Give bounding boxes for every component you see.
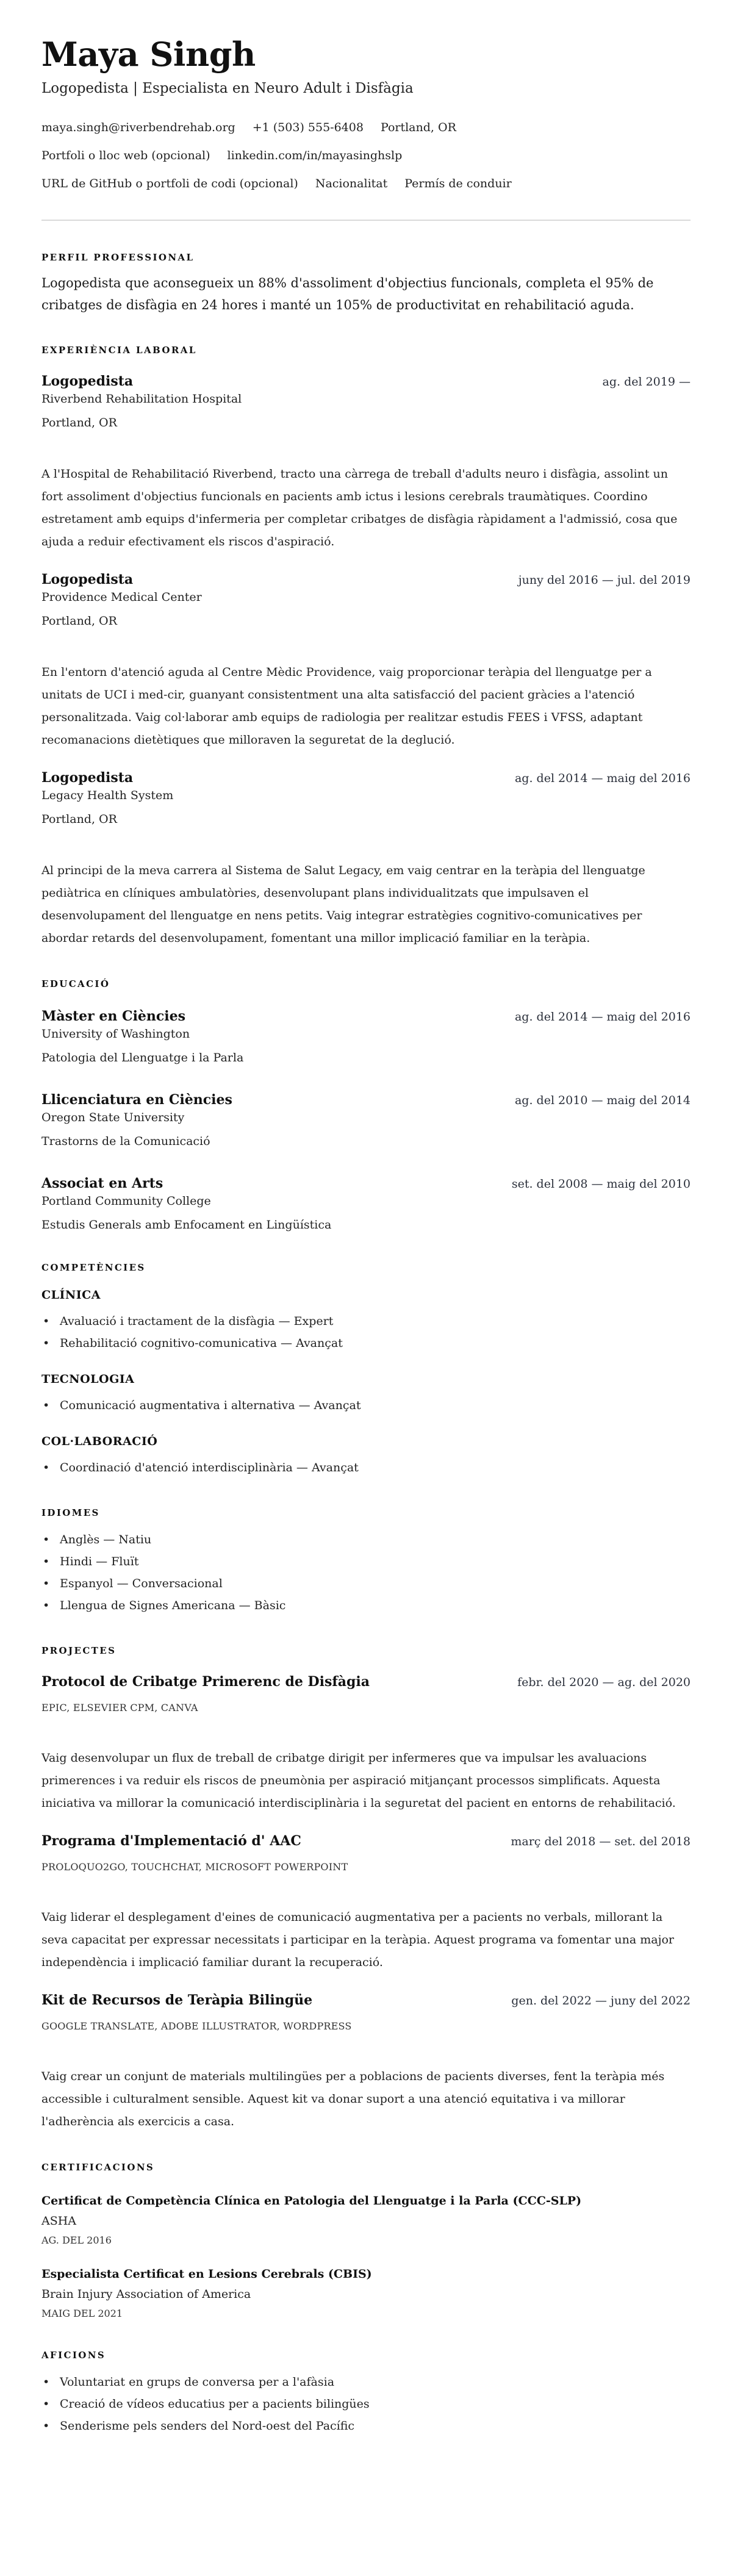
language-list: [41, 1529, 691, 1616]
project-name: Kit de Recursos de Teràpia Bilingüe: [41, 1992, 313, 2008]
skill-item: • Rehabilitació cognitivo-comunicativa — Avançat: [41, 1332, 691, 1354]
skill-item: • Comunicació augmentativa i alternativa — Avançat: [41, 1394, 691, 1416]
certification-name: Certificat de Competència Clínica en Patologia del Llenguatge i la Parla (CCC-SLP): [41, 2194, 582, 2208]
section-title-skills: COMPETÈNCIES: [41, 1262, 146, 1273]
job-title: Logopedista: [41, 572, 134, 587]
section-skills: [41, 1261, 691, 1479]
experience-item: [41, 570, 691, 752]
certification-issuer: ASHA: [41, 2214, 77, 2228]
contact-driving-license: Permís de conduir: [404, 177, 512, 190]
project-tech: PROLOQUO2GO, TOUCHCHAT, MICROSOFT POWERPOINT: [41, 1861, 348, 1873]
education-item: [41, 1007, 691, 1066]
project-name: Protocol de Cribatge Primerenc de Disfàgia: [41, 1674, 370, 1690]
project-item: [41, 1673, 691, 1815]
skill-group-title: COL·LABORACIÓ: [41, 1435, 158, 1448]
job-employer: Providence Medical Center: [41, 590, 202, 604]
degree-dates: ag. del 2010 — maig del 2014: [514, 1094, 691, 1107]
hobby-list: [41, 2371, 691, 2437]
skill-list: [41, 1310, 691, 1354]
skill-group-technology: [41, 1371, 691, 1416]
project-tech: EPIC, ELSEVIER CPM, CANVA: [41, 1702, 198, 1713]
language-item: • Hindi — Fluït: [41, 1551, 691, 1573]
project-item: [41, 1991, 691, 2133]
contact-linkedin[interactable]: linkedin.com/in/mayasinghslp: [227, 149, 403, 162]
section-title-projects: PROJECTES: [41, 1645, 117, 1656]
study-field: Estudis Generals amb Enfocament en Lingüística: [41, 1218, 332, 1232]
section-title-experience: EXPERIÈNCIA LABORAL: [41, 345, 197, 356]
job-dates: ag. del 2019 —: [602, 375, 691, 389]
project-description: Vaig liderar el desplegament d'eines de comunicació augmentativa per a pacients no verbals, millorant la seva capacitat per expressar necessitats i participar en la teràpia. Aquest programa va fomentar una major independència i implicació familiar durant la recuperació.: [41, 1910, 674, 1969]
job-location: Portland, OR: [41, 813, 117, 826]
job-title: Logopedista: [41, 770, 134, 786]
project-item: [41, 1832, 691, 1974]
language-item: • Llengua de Signes Americana — Bàsic: [41, 1595, 691, 1616]
skill-group-collaboration: [41, 1433, 691, 1479]
section-title-certifications: CERTIFICACIONS: [41, 2162, 155, 2173]
section-title-summary: PERFIL PROFESSIONAL: [41, 252, 195, 263]
study-field: Patologia del Llenguatge i la Parla: [41, 1051, 244, 1064]
project-tech: GOOGLE TRANSLATE, ADOBE ILLUSTRATOR, WORDPRESS: [41, 2020, 352, 2032]
certification-date: AG. DEL 2016: [41, 2234, 112, 2246]
contact-row-1: [41, 120, 691, 135]
certification-date: MAIG DEL 2021: [41, 2308, 123, 2319]
project-dates: gen. del 2022 — juny del 2022: [511, 1994, 691, 2007]
experience-item: [41, 769, 691, 950]
project-name: Programa d'Implementació d' AAC: [41, 1833, 301, 1849]
job-description: Al principi de la meva carrera al Sistema de Salut Legacy, em vaig centrar en la teràpia del llenguatge pediàtrica en clíniques ambulatòries, desenvolupant plans individualitzats que impulsaven el desenvolupament del llenguatge en nens petits. Vaig integrar estratègies cognitivo-comunicatives per abordar retards del desenvolupament, fomentant una millor implicació familiar en la teràpia.: [41, 864, 645, 945]
school-name: Oregon State University: [41, 1111, 185, 1124]
section-title-languages: IDIOMES: [41, 1507, 100, 1518]
job-location: Portland, OR: [41, 416, 117, 429]
skill-group-clinical: [41, 1287, 691, 1354]
degree-title: Llicenciatura en Ciències: [41, 1092, 232, 1108]
contact-location: Portland, OR: [380, 121, 456, 134]
candidate-name: Maya Singh: [41, 35, 256, 74]
study-field: Trastorns de la Comunicació: [41, 1135, 210, 1148]
project-description: Vaig desenvolupar un flux de treball de cribatge dirigit per infermeres que va impulsar les avaluacions primerences i va reduir els riscos de pneumònia per aspiració mitjançant processos simplificats. Aquesta iniciativa va millorar la comunicació interdisciplinària i la seguretat del pacient en entorns de rehabilitació.: [41, 1751, 676, 1810]
project-description: Vaig crear un conjunt de materials multilingües per a poblacions de pacients diverses, fent la teràpia més accessible i culturalment sensible. Aquest kit va donar suport a una atenció equitativa i va millorar l'adherència als exercicis a casa.: [41, 2070, 665, 2128]
job-description: A l'Hospital de Rehabilitació Riverbend, tracto una càrrega de treball d'adults neuro i disfàgia, assolint un fort assoliment d'objectius funcionals en pacients amb ictus i lesions cerebrals traumàtiques. Coordino estretament amb equips d'infermeria per completar cribatges de disfàgia ràpidament a l'admissió, cosa que ajuda a reduir efectivament els riscos d'aspiració.: [41, 467, 678, 548]
candidate-headline: Logopedista | Especialista en Neuro Adult i Disfàgia: [41, 81, 414, 96]
certification-name: Especialista Certificat en Lesions Cerebrals (CBIS): [41, 2267, 372, 2281]
job-employer: Riverbend Rehabilitation Hospital: [41, 392, 242, 406]
summary-text: Logopedista que aconsegueix un 88% d'assoliment d'objectius funcionals, completa el 95% de cribatges de disfàgia en 24 hores i manté un 105% de productivitat en rehabilitació aguda.: [41, 276, 654, 312]
hobby-item: • Senderisme pels senders del Nord-oest del Pacífic: [41, 2415, 691, 2437]
job-location: Portland, OR: [41, 614, 117, 628]
degree-title: Màster en Ciències: [41, 1008, 186, 1024]
contact-phone[interactable]: +1 (503) 555-6408: [252, 121, 364, 134]
job-employer: Legacy Health System: [41, 789, 174, 802]
project-dates: febr. del 2020 — ag. del 2020: [517, 1676, 691, 1689]
contact-email[interactable]: maya.singh@riverbendrehab.org: [41, 121, 235, 134]
experience-item: [41, 372, 691, 553]
resume-header: [41, 34, 691, 221]
job-dates: juny del 2016 — jul. del 2019: [518, 573, 691, 587]
school-name: Portland Community College: [41, 1194, 211, 1208]
contact-row-2: [41, 148, 691, 163]
certification-issuer: Brain Injury Association of America: [41, 2287, 251, 2301]
section-title-education: EDUCACIÓ: [41, 978, 110, 989]
job-dates: ag. del 2014 — maig del 2016: [514, 772, 691, 785]
section-summary: [41, 251, 691, 316]
contact-nationality: Nacionalitat: [315, 177, 388, 190]
hobby-item: • Voluntariat en grups de conversa per a l'afàsia: [41, 2371, 691, 2393]
section-projects: [41, 1645, 691, 2133]
skill-group-title: TECNOLOGIA: [41, 1372, 135, 1386]
degree-dates: ag. del 2014 — maig del 2016: [514, 1010, 691, 1024]
job-title: Logopedista: [41, 373, 134, 389]
section-certifications: [41, 2161, 691, 2321]
section-experience: [41, 344, 691, 950]
language-item: • Espanyol — Conversacional: [41, 1573, 691, 1595]
skill-list: [41, 1394, 691, 1416]
language-item: • Anglès — Natiu: [41, 1529, 691, 1551]
skill-item: • Coordinació d'atenció interdisciplinària — Avançat: [41, 1457, 691, 1479]
section-title-hobbies: AFICIONS: [41, 2350, 106, 2361]
certification-item: [41, 2192, 691, 2248]
job-description: En l'entorn d'atenció aguda al Centre Mèdic Providence, vaig proporcionar teràpia del llenguatge per a unitats de UCI i med-cir, guanyant consistentment una alta satisfacció del pacient gràcies a l'atenció personalitzada. Vaig col·laborar amb equips de radiologia per realitzar estudis FEES i VFSS, adaptant recomanacions dietètiques que milloraven la seguretat de la deglució.: [41, 666, 652, 747]
education-item: [41, 1091, 691, 1150]
skill-list: [41, 1457, 691, 1479]
hobby-item: • Creació de vídeos educatius per a pacients bilingües: [41, 2393, 691, 2415]
contact-github[interactable]: URL de GitHub o portfoli de codi (opcional): [41, 177, 298, 190]
section-hobbies: [41, 2349, 691, 2437]
degree-title: Associat en Arts: [41, 1175, 163, 1191]
school-name: University of Washington: [41, 1027, 190, 1041]
section-languages: [41, 1507, 691, 1616]
project-dates: març del 2018 — set. del 2018: [511, 1835, 691, 1848]
certification-item: [41, 2265, 691, 2321]
section-education: [41, 978, 691, 1233]
header-divider: [41, 220, 691, 221]
degree-dates: set. del 2008 — maig del 2010: [511, 1177, 691, 1191]
contact-row-3: [41, 176, 691, 192]
contact-portfolio[interactable]: Portfoli o lloc web (opcional): [41, 149, 210, 162]
education-item: [41, 1174, 691, 1233]
skill-item: • Avaluació i tractament de la disfàgia — Expert: [41, 1310, 691, 1332]
skill-group-title: CLÍNICA: [41, 1288, 101, 1302]
